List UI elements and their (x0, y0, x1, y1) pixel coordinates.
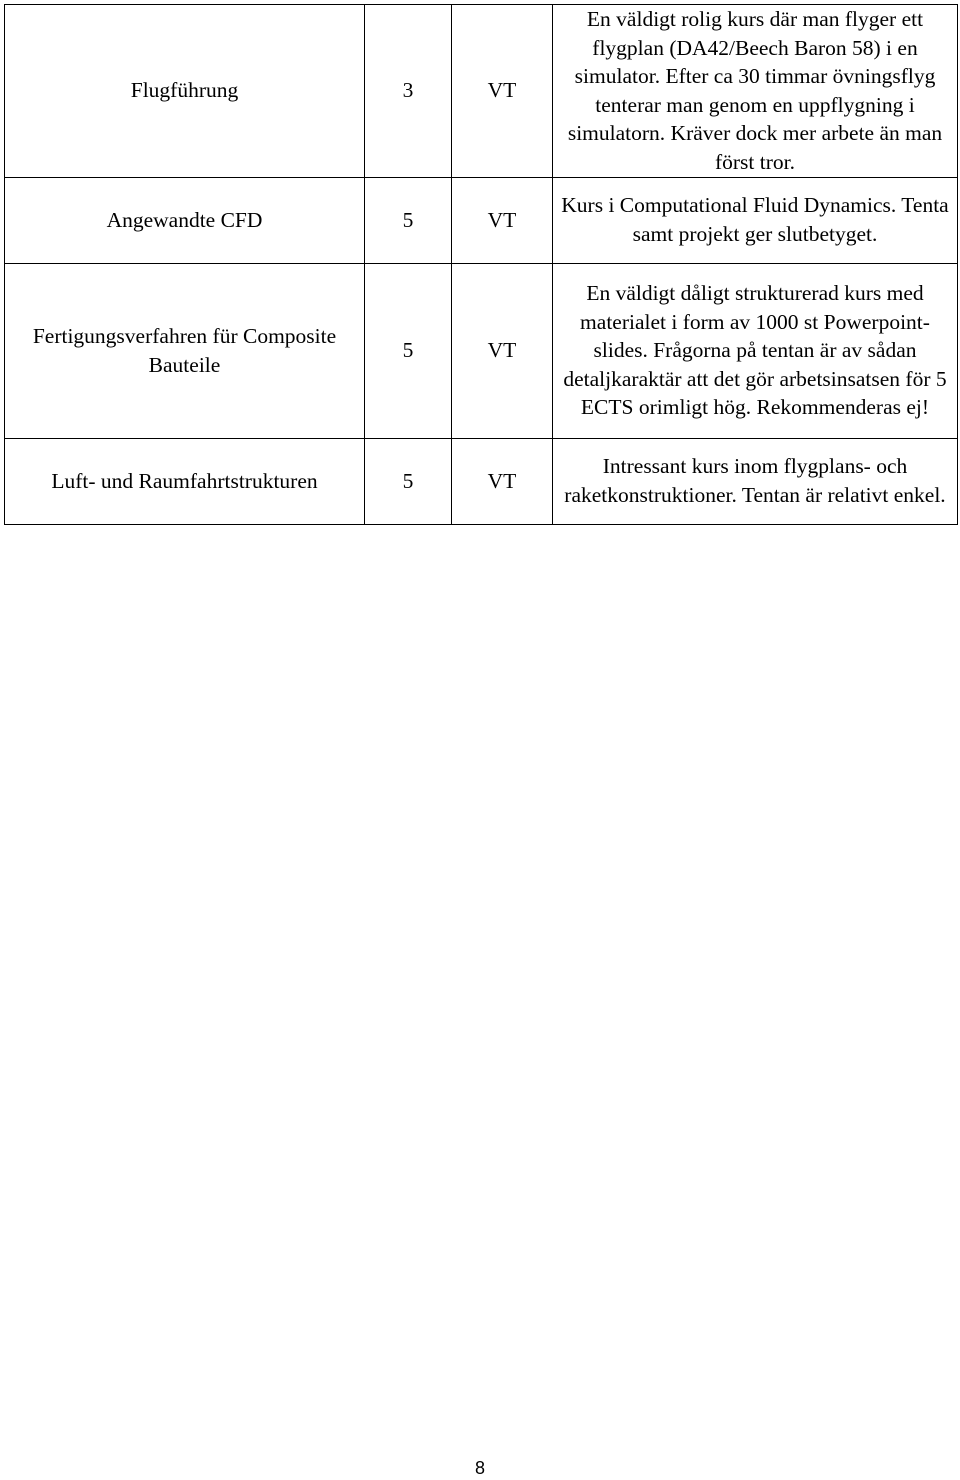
course-name: Luft- und Raumfahrtstrukturen (5, 438, 365, 524)
course-credits: 3 (365, 5, 452, 178)
course-semester: VT (452, 438, 553, 524)
table-row (5, 438, 958, 524)
course-name: Fertigungsverfahren für Composite Bauteile (5, 263, 365, 438)
course-semester: VT (452, 5, 553, 178)
course-semester: VT (452, 177, 553, 263)
course-name: Angewandte CFD (5, 177, 365, 263)
course-credits: 5 (365, 177, 452, 263)
course-comment: En väldigt dåligt strukturerad kurs med materialet i form av 1000 st Powerpoint-slides. Frågorna på tentan är av sådan detaljkaraktär att det gör arbetsinsatsen för 5 ECTS orimligt hög. Rekommenderas ej! (553, 263, 958, 438)
table-row (5, 5, 958, 178)
course-name: Flugführung (5, 5, 365, 178)
course-comment: Kurs i Computational Fluid Dynamics. Tenta samt projekt ger slutbetyget. (553, 177, 958, 263)
course-table (4, 4, 958, 525)
table-row (5, 263, 958, 438)
page-number: 8 (474, 1458, 485, 1478)
course-comment: Intressant kurs inom flygplans- och raketkonstruktioner. Tentan är relativt enkel. (553, 438, 958, 524)
course-credits: 5 (365, 438, 452, 524)
course-credits: 5 (365, 263, 452, 438)
course-semester: VT (452, 263, 553, 438)
table-row (5, 177, 958, 263)
course-comment: En väldigt rolig kurs där man flyger ett flygplan (DA42/Beech Baron 58) i en simulator. Efter ca 30 timmar övningsflyg tenterar man genom en uppflygning i simulatorn. Kräver dock mer arbete än man först tror. (553, 5, 958, 178)
